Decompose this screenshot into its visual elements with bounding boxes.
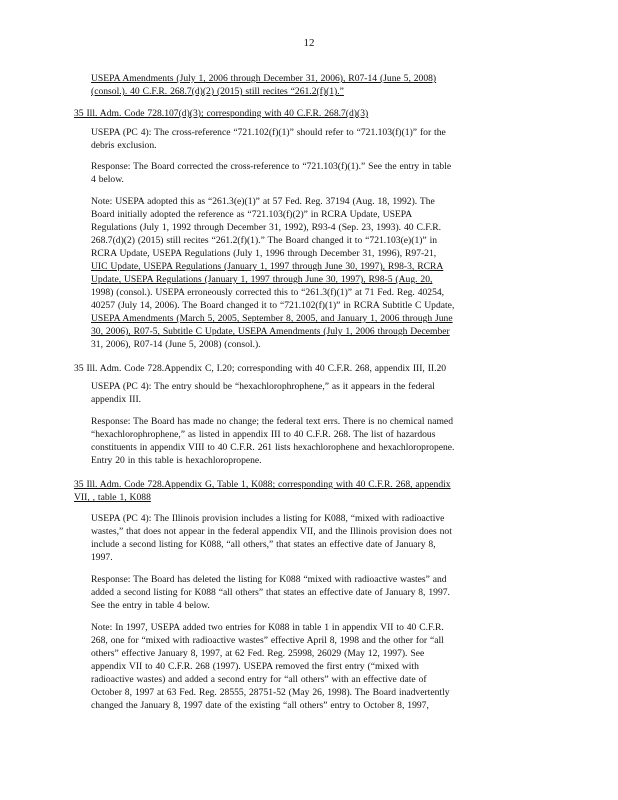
text-line: Response: The Board corrected the cross-reference to “721.103(f)(1).” See the entry in table (91, 161, 452, 172)
text-line: Note: USEPA adopted this as “261.3(e)(1)” at 57 Fed. Reg. 37194 (Aug. 18, 1992). The (91, 196, 435, 207)
text-line: debris exclusion. (91, 140, 157, 151)
text-line: 31, 2006), R07-14 (June 5, 2008) (consol.). (91, 339, 261, 350)
text-line: USEPA (PC 4): The entry should be “hexachlorophrophene,” as it appears in the federal (91, 381, 435, 392)
text-line: USEPA Amendments (July 1, 2006 through December 31, 2006), R07-14 (June 5, 2008) (91, 73, 437, 84)
text-line: 268, one for “mixed with radioactive wastes” effective April 8, 1998 and the other for “all (91, 635, 444, 646)
text-line: radioactive wastes) and added a second entry for “all others” with an effective date of (91, 674, 427, 685)
text-line: 30, 2006), R07-5, Subtitle C Update, USEPA Amendments (July 1, 2006 through December (91, 326, 450, 337)
text-line: Entry 20 in this table is hexachloropropene. (91, 455, 262, 466)
text-line: 1998) (consol.). USEPA erroneously corrected this to “261.3(f)(1)” at 71 Fed. Reg. 40254, (91, 287, 445, 298)
text-line: (consol.). 40 C.F.R. 268.7(d)(2) (2015) still recites “261.2(f)(1).” (91, 86, 344, 97)
text-line: See the entry in table 4 below. (91, 600, 210, 611)
text-line: USEPA (PC 4): The cross-reference “721.102(f)(1)” should refer to “721.103(f)(1)” for the (91, 127, 446, 138)
page-number: 12 (303, 37, 315, 49)
text-line: Regulations (July 1, 1992 through December 31, 1992), R93-4 (Sep. 23, 1993). 40 C.F.R. (91, 222, 442, 233)
text-line: wastes,” that does not appear in the federal appendix VII, and the Illinois provision does not (91, 526, 452, 537)
text-line: appendix III. (91, 394, 142, 405)
text-line: added a second listing for K088 “all others” that states an effective date of January 8, 1997. (91, 587, 450, 598)
text-line: constituents in appendix VIII to 40 C.F.R. 261 lists hexachlorophene and hexachloropropene. (91, 442, 455, 453)
section-heading: 35 Ill. Adm. Code 728.107(d)(3); corresponding with 40 C.F.R. 268.7(d)(3) (74, 108, 369, 119)
text-line: 1997. (91, 552, 113, 563)
section-heading: 35 Ill. Adm. Code 728.Appendix C, I.20; corresponding with 40 C.F.R. 268, appendix III, II.20 (74, 363, 447, 374)
text-line: “hexachlorophrophene,” as listed in appendix III to 40 C.F.R. 268. The list of hazardous (91, 429, 436, 440)
section-heading: 35 Ill. Adm. Code 728.Appendix G, Table 1, K088; corresponding with 40 C.F.R. 268, appendix (74, 479, 451, 490)
text-line: October 8, 1997 at 63 Fed. Reg. 28555, 28751-52 (May 26, 1998). The Board inadvertently (91, 687, 450, 698)
text-line: 268.7(d)(2) (2015) still recites “261.2(f)(1).” The Board changed it to “721.103(e)(1)” in (91, 235, 438, 246)
text-line: USEPA (PC 4): The Illinois provision includes a listing for K088, “mixed with radioactive (91, 513, 445, 524)
text-line: changed the January 8, 1997 date of the existing “all others” entry to October 8, 1997, (91, 700, 429, 711)
text-line: Board initially adopted the reference as “721.103(f)(2)” in RCRA Update, USEPA (91, 209, 413, 220)
text-line: 4 below. (91, 174, 124, 185)
text-line: RCRA Update, USEPA Regulations (July 1, 1996 through December 31, 1996), R97-21, (91, 248, 437, 259)
text-line: include a second listing for K088, “all others,” that states an effective date of January 8, (91, 539, 436, 550)
text-line: others” effective January 8, 1997, at 62 Fed. Reg. 25998, 26029 (May 12, 1997). See (91, 648, 425, 659)
section-heading: VII, , table 1, K088 (74, 492, 151, 503)
text-line: Update, USEPA Regulations (January 1, 1997 through June 30, 1997), R98-5 (Aug. 20, (91, 274, 433, 285)
text-line: UIC Update, USEPA Regulations (January 1, 1997 through June 30, 1997), R98-3, RCRA (91, 261, 444, 272)
text-line: Response: The Board has deleted the listing for K088 “mixed with radioactive wastes” and (91, 574, 447, 585)
text-line: USEPA Amendments (March 5, 2005, September 8, 2005, and January 1, 2006 through June (91, 313, 453, 324)
text-line: Response: The Board has made no change; the federal text errs. There is no chemical named (91, 416, 453, 427)
text-line: Note: In 1997, USEPA added two entries for K088 in table 1 in appendix VII to 40 C.F.R. (91, 622, 444, 633)
text-line: 40257 (July 14, 2006). The Board changed it to “721.102(f)(1)” in RCRA Subtitle C Update, (91, 300, 455, 311)
text-line: appendix VII to 40 C.F.R. 268 (1997). USEPA removed the first entry (“mixed with (91, 661, 419, 672)
